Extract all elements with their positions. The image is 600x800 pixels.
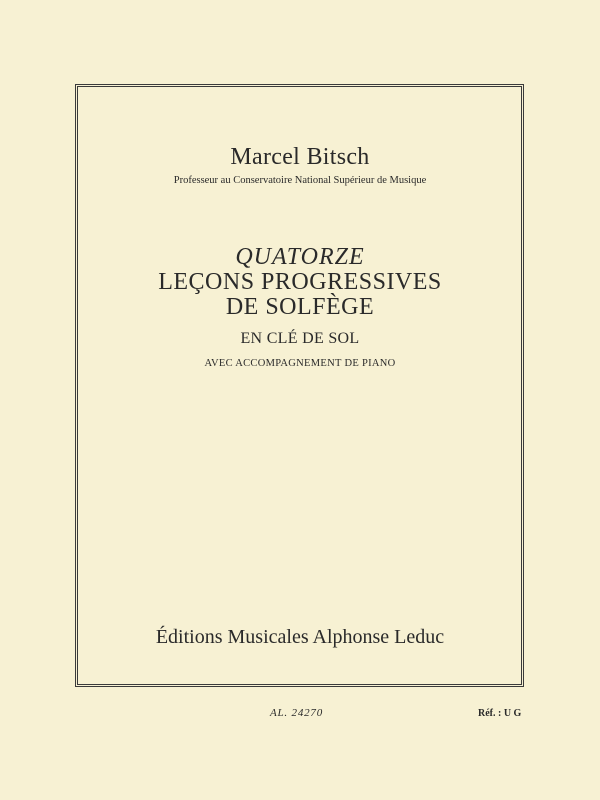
publisher-name: Éditions Musicales Alphonse Leduc (155, 626, 445, 648)
catalog-number: AL. 24270 (270, 707, 324, 719)
title-line-1: QUATORZE (235, 244, 365, 270)
title-line-2: LEÇONS PROGRESSIVES (158, 269, 442, 295)
composer-name: Marcel Bitsch (230, 144, 370, 170)
composer-affiliation: Professeur au Conservatoire National Supérieur de Musique (173, 175, 427, 186)
clef-subtitle: EN CLÉ DE SOL (240, 330, 360, 347)
reference-code: Réf. : U G (478, 708, 522, 719)
accompaniment-note: AVEC ACCOMPAGNEMENT DE PIANO (204, 358, 396, 369)
title-line-3: DE SOLFÈGE (225, 294, 375, 320)
